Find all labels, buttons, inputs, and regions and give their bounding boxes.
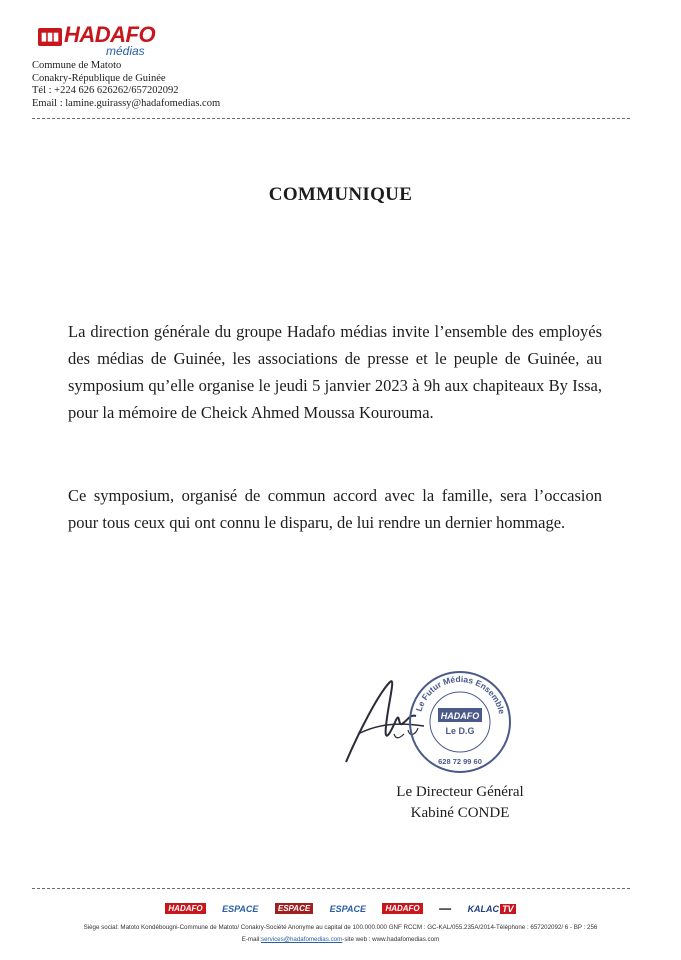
- body-paragraph-1: La direction générale du groupe Hadafo médias invite l’ensemble des employés des médias de Guinée, les associations de presse et le peuple de Guinée, au symposium qu’elle organise le jeudi 5 janvier 2023 à 9h aux chapiteaux By Issa, pour la mémoire de Cheick Ahmed Moussa Kourouma.: [68, 322, 602, 422]
- footer-legal: Siège social: Matoto Kondébougni-Commune de Matoto/ Conakry-Société Anonyme au capital de 100.000.000 GNF RCCM : GC-KAL/055.235A/2014-Téléphone : 657202092/ 6 - BP : 256: [83, 924, 598, 931]
- logo-mark-icon: ▮▮▮: [38, 28, 62, 46]
- kalac-name: KALAC: [467, 903, 500, 914]
- signature-stamp: [338, 664, 538, 784]
- signatory-name: Kabiné CONDE: [410, 805, 510, 821]
- company-stamp: [410, 672, 510, 772]
- contact-block: [32, 60, 220, 110]
- footer-logo-espace-2: ESPACE: [275, 903, 313, 914]
- footer-logo-hadafo-1: HADAFO: [165, 903, 205, 914]
- stamp-role: Le D.G: [445, 726, 475, 736]
- contact-commune: Commune de Matoto: [32, 60, 122, 71]
- footer-contact: [0, 936, 681, 943]
- footer-logo-kalac: [468, 904, 516, 914]
- footer-email-link[interactable]: services@hadafomedias.com: [261, 936, 343, 943]
- footer-logo-espace-3: ESPACE: [329, 903, 366, 914]
- contact-email: Email : lamine.guirassy@hadafomedias.com: [32, 97, 221, 109]
- document-title: COMMUNIQUE: [268, 184, 413, 205]
- footer-logo-hadafo-2: HADAFO: [382, 903, 422, 914]
- stamp-brand: HADAFO: [440, 711, 480, 721]
- footer-divider: [32, 888, 630, 889]
- footer-email-label: E-mail:: [241, 936, 261, 943]
- stamp-number: 628 72 99 60: [438, 757, 482, 766]
- footer-logo-espace-1: ESPACE: [222, 903, 259, 914]
- footer-logo-small: ▬▬: [439, 905, 452, 912]
- logo-sub: médias: [106, 44, 145, 58]
- handwritten-signature: [346, 681, 416, 762]
- logo-brand: HADAFO: [64, 22, 156, 47]
- contact-city: Conakry-République de Guinée: [32, 72, 166, 84]
- hadafo-logo: [32, 20, 156, 60]
- footer-web: -site web : www.hadafomedias.com: [342, 936, 440, 943]
- contact-phone: Tél : +224 626 626262/657202092: [32, 85, 179, 96]
- stamp-ring-text: Le Futur Médias Ensemble: [413, 673, 508, 716]
- body-paragraph-2: Ce symposium, organisé de commun accord avec la famille, sera l’occasion pour tous ceux qui ont connu le disparu, de lui rendre un dernier hommage.: [68, 486, 602, 532]
- footer-logos: [0, 900, 681, 918]
- kalac-tv-badge: TV: [502, 903, 514, 914]
- signatory-block: [360, 782, 560, 824]
- signatory-title: Le Directeur Général: [396, 784, 524, 800]
- header-divider: [32, 118, 630, 119]
